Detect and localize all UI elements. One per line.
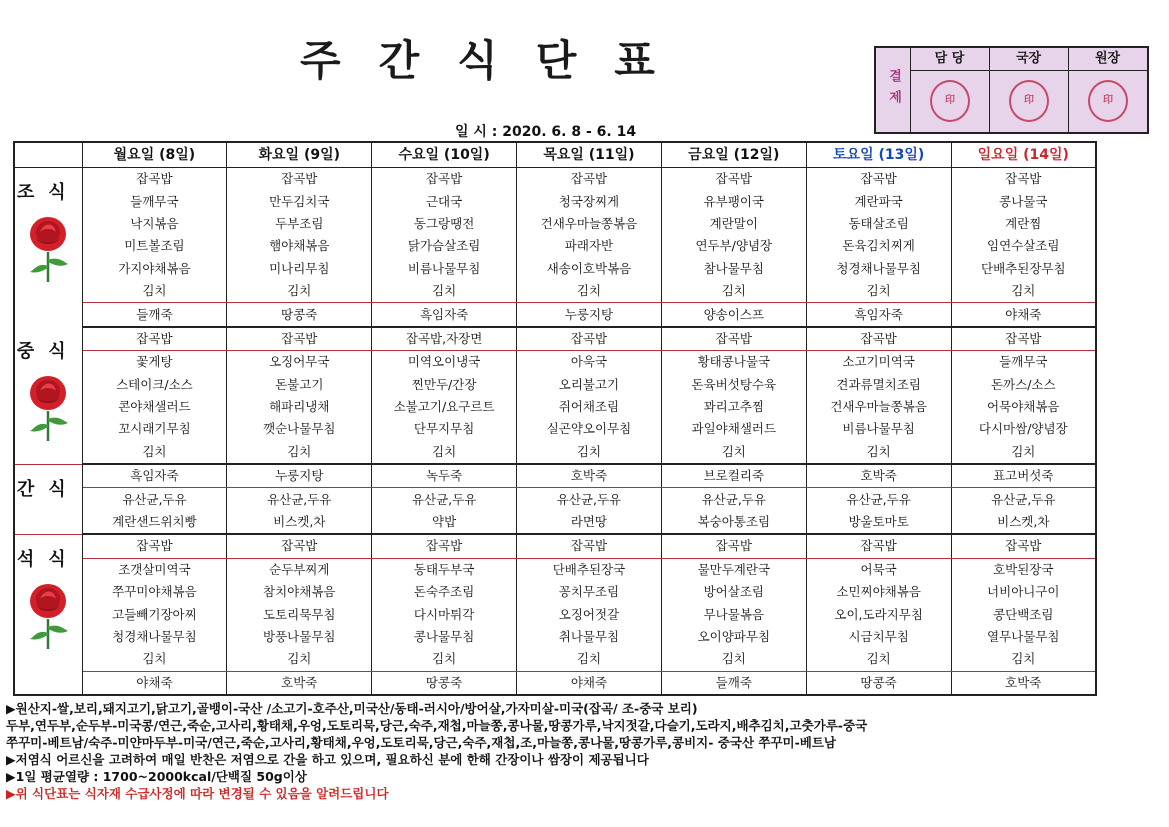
day-header: 수요일 (10일): [372, 142, 517, 168]
menu-item: 라면땅: [517, 511, 662, 534]
page-title: 주간식단표: [300, 36, 693, 85]
menu-item: 낙지볶음: [82, 213, 227, 235]
note-line: ▶저염식 어르신을 고려하여 매일 반찬은 저염으로 간을 하고 있으며, 필요하신 분에 한해 간장이나 쌈장이 제공됩니다: [6, 752, 649, 767]
menu-item: 김치: [372, 441, 517, 464]
menu-item: 참나물무침: [661, 258, 806, 280]
menu-item: 단배추된장국: [517, 558, 662, 581]
menu-item: 소고기미역국: [806, 351, 951, 374]
menu-item: 열무나물무침: [951, 626, 1096, 648]
menu-item: 김치: [661, 280, 806, 303]
date-range: 일 시 : 2020. 6. 8 - 6. 14: [455, 124, 637, 140]
day-header: 목요일 (11일): [517, 142, 662, 168]
menu-row: [14, 303, 1096, 327]
day-header-row: [14, 142, 1096, 168]
menu-item: 닭가슴살조림: [372, 235, 517, 257]
menu-item: 비스켓,차: [951, 511, 1096, 534]
menu-row: [14, 351, 1096, 374]
menu-item: 취나물무침: [517, 626, 662, 648]
menu-row: [14, 258, 1096, 280]
menu-item: 돈까스/소스: [951, 374, 1096, 396]
menu-item: 스테이크/소스: [82, 374, 227, 396]
menu-item: 동태살조림: [806, 213, 951, 235]
menu-item: 녹두죽: [372, 464, 517, 488]
menu-item: 브로컬리죽: [661, 464, 806, 488]
menu-item: 잡곡밥: [372, 534, 517, 558]
menu-item: 무나물볶음: [661, 603, 806, 625]
meal-label-dinner: [14, 534, 82, 695]
menu-item: 유산균,두유: [661, 488, 806, 511]
menu-item: 잡곡밥: [806, 168, 951, 191]
menu-item: 순두부찌게: [227, 558, 372, 581]
menu-item: 호박죽: [806, 464, 951, 488]
menu-row: [14, 190, 1096, 212]
approval-col-head: [1068, 48, 1147, 132]
menu-item: 미나리무침: [227, 258, 372, 280]
weekly-menu-table: [13, 141, 1097, 696]
menu-item: 잡곡밥: [372, 168, 517, 191]
menu-item: 건새우마늘쫑볶음: [806, 396, 951, 418]
note-line-warning: ▶위 식단표는 식자재 수급사정에 따라 변경될 수 있음을 알려드립니다: [6, 786, 389, 801]
rose-icon: [26, 373, 70, 443]
menu-item: 야채죽: [82, 671, 227, 695]
menu-item: 오리불고기: [517, 374, 662, 396]
menu-item: 어묵국: [806, 558, 951, 581]
menu-item: 잡곡밥: [227, 168, 372, 191]
menu-item: 아욱국: [517, 351, 662, 374]
approval-header: 담 당: [910, 48, 989, 71]
approval-col-director: [989, 48, 1069, 132]
menu-item: 비름나물무침: [806, 418, 951, 440]
menu-item: 비스켓,차: [227, 511, 372, 534]
seal-stamp: 印: [1009, 80, 1049, 122]
menu-item: 잡곡밥: [951, 168, 1096, 191]
menu-item: 콩나물무침: [372, 626, 517, 648]
menu-item: 새송이호박볶음: [517, 258, 662, 280]
menu-item: 고들빼기장아찌: [82, 603, 227, 625]
menu-item: 근대국: [372, 190, 517, 212]
menu-item: 만두김치국: [227, 190, 372, 212]
rose-icon: [26, 581, 70, 651]
menu-item: 흑임자죽: [82, 464, 227, 488]
menu-item: 시금치무침: [806, 626, 951, 648]
menu-item: 연두부/양념장: [661, 235, 806, 257]
day-header-saturday: 토요일 (13일): [806, 142, 951, 168]
menu-item: 잡곡밥: [227, 327, 372, 351]
menu-item: 잡곡밥: [806, 327, 951, 351]
menu-item: 파래자반: [517, 235, 662, 257]
menu-item: 햄야채볶음: [227, 235, 372, 257]
menu-row: [14, 464, 1096, 488]
menu-item: 김치: [82, 441, 227, 464]
menu-row: [14, 374, 1096, 396]
menu-item: 약밥: [372, 511, 517, 534]
menu-item: 꽃게탕: [82, 351, 227, 374]
menu-item: 콘야채샐러드: [82, 396, 227, 418]
menu-item: 흑임자죽: [806, 303, 951, 327]
menu-item: 해파리냉채: [227, 396, 372, 418]
menu-item: 김치: [227, 648, 372, 671]
menu-item: 김치: [951, 280, 1096, 303]
menu-item: 김치: [806, 280, 951, 303]
menu-item: 돈육버섯탕수육: [661, 374, 806, 396]
seal-stamp: 印: [930, 80, 970, 122]
menu-item: 참치야채볶음: [227, 581, 372, 603]
menu-item: 들깨죽: [661, 671, 806, 695]
menu-item: 들깨무국: [951, 351, 1096, 374]
note-line: 두부,연두부,순두부-미국콩/연근,죽순,고사리,황태채,우엉,도토리묵,당근,숙주,재첩,마늘쫑,콩나물,땅콩가루,낙지젓갈,다슬기,도라지,배추김치,고춧가루-중국: [6, 718, 868, 733]
menu-item: 잡곡밥: [517, 327, 662, 351]
meal-label-breakfast: [14, 168, 82, 327]
menu-item: 돈육김치찌게: [806, 235, 951, 257]
menu-item: 황태콩나물국: [661, 351, 806, 374]
menu-item: 호박죽: [951, 671, 1096, 695]
menu-item: 김치: [517, 648, 662, 671]
menu-row: [14, 168, 1096, 191]
menu-item: 들깨무국: [82, 190, 227, 212]
meal-label-text: 석식: [16, 548, 80, 570]
menu-item: 야채죽: [517, 671, 662, 695]
menu-item: 김치: [372, 280, 517, 303]
menu-item: 표고버섯죽: [951, 464, 1096, 488]
menu-item: 쥐어채조림: [517, 396, 662, 418]
menu-item: 김치: [661, 648, 806, 671]
menu-item: 호박죽: [517, 464, 662, 488]
meal-label-text: 중식: [16, 340, 80, 362]
menu-item: 유산균,두유: [517, 488, 662, 511]
menu-item: 오징어무국: [227, 351, 372, 374]
menu-item: 잡곡밥: [661, 534, 806, 558]
day-header: 월요일 (8일): [82, 142, 227, 168]
menu-item: 미트볼조림: [82, 235, 227, 257]
menu-item: 콩단백조림: [951, 603, 1096, 625]
day-header: 금요일 (12일): [661, 142, 806, 168]
menu-item: 오이양파무침: [661, 626, 806, 648]
menu-item: 너비아니구이: [951, 581, 1096, 603]
day-header-sunday: 일요일 (14일): [951, 142, 1096, 168]
menu-item: 소불고기/요구르트: [372, 396, 517, 418]
rose-icon: [26, 214, 70, 284]
menu-row: [14, 534, 1096, 558]
menu-item: 호박죽: [227, 671, 372, 695]
menu-item: 잡곡밥: [82, 168, 227, 191]
meal-label-lunch: [14, 327, 82, 464]
menu-item: 방풍나물무침: [227, 626, 372, 648]
menu-row: [14, 213, 1096, 235]
menu-item: 잡곡밥: [227, 534, 372, 558]
menu-item: 찐만두/간장: [372, 374, 517, 396]
menu-item: 유산균,두유: [372, 488, 517, 511]
menu-item: 잡곡밥: [517, 534, 662, 558]
menu-item: 오이,도라지무침: [806, 603, 951, 625]
menu-row: [14, 626, 1096, 648]
menu-item: 다시마쌈/양념장: [951, 418, 1096, 440]
menu-row: [14, 327, 1096, 351]
seal-stamp: 印: [1088, 80, 1128, 122]
menu-item: 김치: [372, 648, 517, 671]
menu-item: 잡곡밥: [661, 327, 806, 351]
menu-item: 어묵야채볶음: [951, 396, 1096, 418]
menu-item: 누룽지탕: [517, 303, 662, 327]
menu-item: 김치: [227, 280, 372, 303]
menu-row: [14, 441, 1096, 464]
menu-item: 임연수살조림: [951, 235, 1096, 257]
menu-item: 청국장찌게: [517, 190, 662, 212]
menu-item: 오징어젓갈: [517, 603, 662, 625]
menu-row: [14, 396, 1096, 418]
menu-item: 호박된장국: [951, 558, 1096, 581]
menu-item: 잡곡밥: [82, 327, 227, 351]
menu-item: 조갯살미역국: [82, 558, 227, 581]
menu-item: 방어살조림: [661, 581, 806, 603]
menu-item: 꽈리고추찜: [661, 396, 806, 418]
menu-item: 건새우마늘쫑볶음: [517, 213, 662, 235]
menu-item: 동그랑땡전: [372, 213, 517, 235]
menu-item: 잡곡밥: [806, 534, 951, 558]
menu-item: 청경채나물무침: [806, 258, 951, 280]
menu-item: 쭈꾸미야채볶음: [82, 581, 227, 603]
approval-header: 원장: [1068, 48, 1147, 71]
menu-item: 미역오이냉국: [372, 351, 517, 374]
meal-label-text: 간식: [16, 478, 80, 500]
menu-item: 잡곡밥: [661, 168, 806, 191]
menu-row: [14, 511, 1096, 534]
menu-item: 소민찌야채볶음: [806, 581, 951, 603]
menu-item: 흑임자죽: [372, 303, 517, 327]
menu-item: 도토리묵무침: [227, 603, 372, 625]
menu-item: 누룽지탕: [227, 464, 372, 488]
menu-item: 계란샌드위치빵: [82, 511, 227, 534]
menu-item: 잡곡밥: [517, 168, 662, 191]
approval-header: 국장: [989, 48, 1068, 71]
menu-item: 땅콩죽: [227, 303, 372, 327]
menu-item: 김치: [806, 648, 951, 671]
menu-item: 김치: [806, 441, 951, 464]
day-header: 화요일 (9일): [227, 142, 372, 168]
menu-row: [14, 581, 1096, 603]
menu-item: 물만두계란국: [661, 558, 806, 581]
menu-item: 김치: [661, 441, 806, 464]
menu-item: 가지야채볶음: [82, 258, 227, 280]
menu-item: 김치: [227, 441, 372, 464]
menu-item: 유부팽이국: [661, 190, 806, 212]
menu-item: 잡곡밥,자장면: [372, 327, 517, 351]
menu-item: 김치: [951, 648, 1096, 671]
menu-item: 계란파국: [806, 190, 951, 212]
menu-item: 잡곡밥: [951, 534, 1096, 558]
note-line: ▶원산지-쌀,보리,돼지고기,닭고기,골뱅이-국산 /소고기-호주산,미국산/동태-러시아/방어살,가자미살-미국(잡곡/ 조-중국 보리): [6, 701, 698, 716]
menu-item: 잡곡밥: [82, 534, 227, 558]
menu-item: 청경채나물무침: [82, 626, 227, 648]
menu-item: 방울토마토: [806, 511, 951, 534]
menu-item: 김치: [517, 280, 662, 303]
menu-item: 깻순나물무침: [227, 418, 372, 440]
menu-row: [14, 603, 1096, 625]
menu-item: 돈불고기: [227, 374, 372, 396]
notes-section: [6, 700, 1161, 802]
menu-item: 과일야채샐러드: [661, 418, 806, 440]
menu-row: [14, 235, 1096, 257]
menu-item: 들깨죽: [82, 303, 227, 327]
menu-item: 단무지무침: [372, 418, 517, 440]
menu-item: 유산균,두유: [951, 488, 1096, 511]
menu-item: 견과류멸치조림: [806, 374, 951, 396]
menu-item: 김치: [517, 441, 662, 464]
note-line: ▶1일 평균열량 : 1700~2000kcal/단백질 50g이상: [6, 769, 307, 784]
menu-item: 두부조림: [227, 213, 372, 235]
menu-item: 돈숙주조림: [372, 581, 517, 603]
menu-item: 김치: [82, 648, 227, 671]
menu-item: 계란찜: [951, 213, 1096, 235]
menu-item: 꽁치무조림: [517, 581, 662, 603]
menu-item: 꼬시래기무침: [82, 418, 227, 440]
meal-label-text: 조식: [16, 182, 80, 203]
approval-col-manager: [910, 48, 990, 132]
menu-item: 다시마튀각: [372, 603, 517, 625]
menu-item: 계란말이: [661, 213, 806, 235]
menu-row: [14, 280, 1096, 303]
approval-box: [874, 46, 1149, 134]
menu-item: 비름나물무침: [372, 258, 517, 280]
menu-item: 단배추된장무침: [951, 258, 1096, 280]
menu-item: 실곤약오이무침: [517, 418, 662, 440]
menu-item: 김치: [82, 280, 227, 303]
menu-item: 잡곡밥: [951, 327, 1096, 351]
menu-item: 유산균,두유: [82, 488, 227, 511]
menu-item: 땅콩죽: [806, 671, 951, 695]
corner-cell: [14, 142, 82, 168]
menu-row: [14, 418, 1096, 440]
menu-item: 야채죽: [951, 303, 1096, 327]
menu-item: 양송이스프: [661, 303, 806, 327]
menu-row: [14, 488, 1096, 511]
menu-item: 콩나물국: [951, 190, 1096, 212]
menu-item: 유산균,두유: [227, 488, 372, 511]
meal-label-snack: [14, 464, 82, 534]
menu-item: 김치: [951, 441, 1096, 464]
menu-item: 동태두부국: [372, 558, 517, 581]
menu-row: [14, 558, 1096, 581]
approval-label: 결제: [876, 48, 911, 132]
menu-item: 유산균,두유: [806, 488, 951, 511]
menu-row: [14, 648, 1096, 671]
menu-item: 복숭아통조림: [661, 511, 806, 534]
note-line: 쭈꾸미-베트남/숙주-미얀마두부-미국/연근,죽순,고사리,황태채,우엉,도토리묵,당근,숙주,재첩,조,마늘쫑,콩나물,땅콩가루,콩비지- 중국산 쭈꾸미-베트남: [6, 735, 837, 750]
menu-row: [14, 671, 1096, 695]
menu-item: 땅콩죽: [372, 671, 517, 695]
